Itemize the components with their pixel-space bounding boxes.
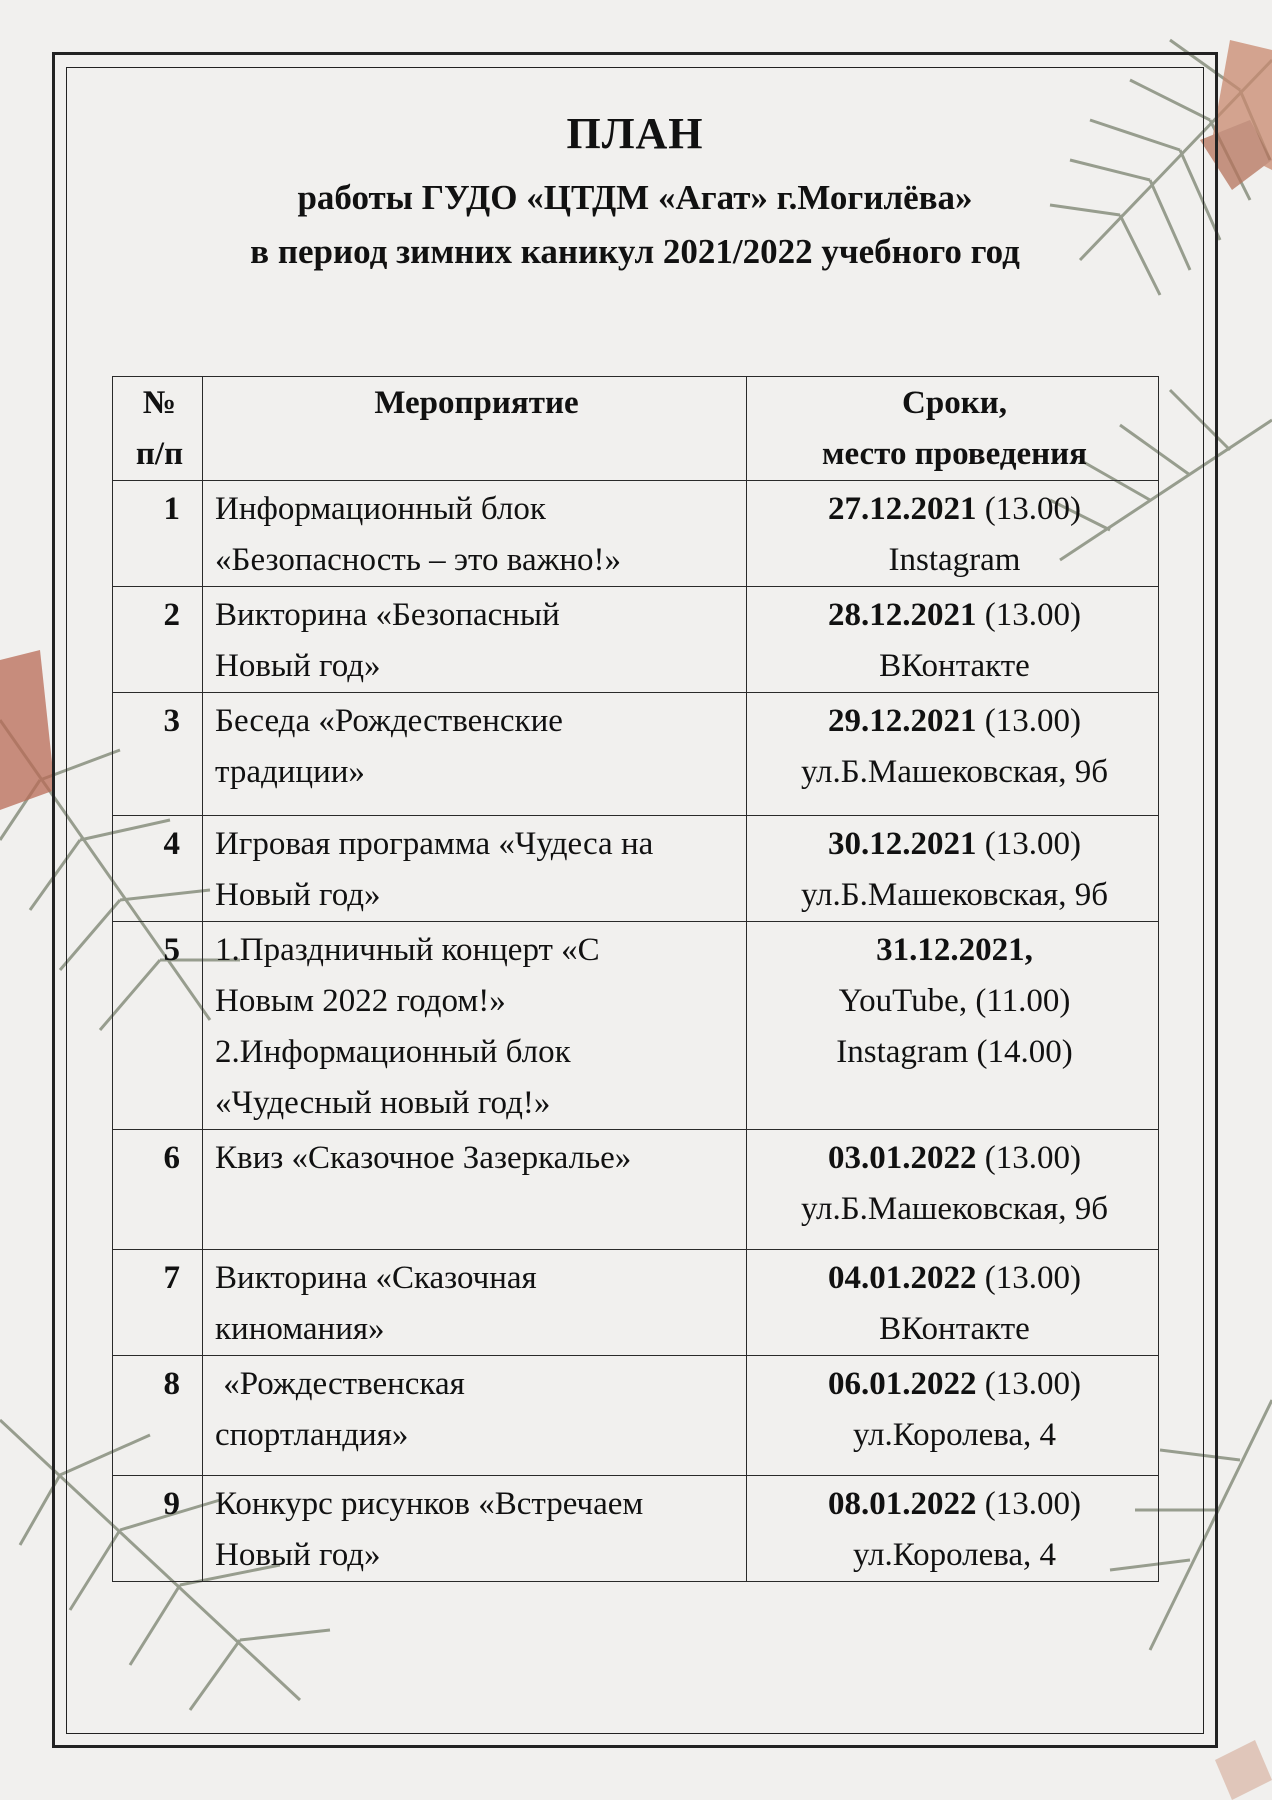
row-number: 4: [113, 816, 203, 922]
event-cell: [203, 816, 747, 922]
table-row: [113, 1476, 1159, 1582]
row-number: 2: [113, 587, 203, 693]
table-row: [113, 587, 1159, 693]
event-time: (13.00): [976, 597, 1081, 633]
event-cell: [203, 1130, 747, 1250]
column-header-number-line-1: №: [142, 385, 177, 421]
column-header-event: Мероприятие: [203, 377, 747, 481]
row-number: 8: [113, 1356, 203, 1476]
event-date: 08.01.2022: [828, 1486, 977, 1522]
event-text-line: 1.Праздничный концерт «С: [215, 932, 600, 968]
event-place: ул.Б.Машековская, 9б: [800, 1191, 1109, 1227]
event-text-line: Игровая программа «Чудеса на: [215, 826, 654, 862]
event-date: 27.12.2021: [828, 491, 977, 527]
page-subtitle-line-1: работы ГУДО «ЦТДМ «Агат» г.Могилёва»: [297, 178, 973, 217]
event-cell: [203, 1356, 747, 1476]
date-place-cell: [747, 693, 1159, 816]
event-text-line: Новый год»: [215, 877, 381, 913]
event-text-line: Квиз «Сказочное Зазеркалье»: [215, 1140, 632, 1176]
column-header-number: [113, 377, 203, 481]
date-place-cell: [747, 587, 1159, 693]
event-text-line: киномания»: [215, 1311, 385, 1347]
row-number: 7: [113, 1250, 203, 1356]
row-number: 1: [113, 481, 203, 587]
row-number: 6: [113, 1130, 203, 1250]
event-text-line: Новым 2022 годом!»: [215, 983, 506, 1019]
event-text-line: Информационный блок: [215, 491, 546, 527]
event-place: YouTube, (11.00): [838, 983, 1071, 1019]
event-date: 30.12.2021: [828, 826, 977, 862]
date-place-cell: [747, 481, 1159, 587]
table-row: [113, 816, 1159, 922]
event-time: (13.00): [976, 703, 1081, 739]
date-place-cell: [747, 816, 1159, 922]
event-place: ВКонтакте: [879, 1311, 1030, 1347]
event-text-line: Викторина «Безопасный: [215, 597, 560, 633]
row-number: 9: [113, 1476, 203, 1582]
row-number: 3: [113, 693, 203, 816]
event-time: (13.00): [976, 1486, 1081, 1522]
table-row: [113, 1250, 1159, 1356]
table-header-row: [113, 377, 1159, 481]
event-text-line: «Чудесный новый год!»: [215, 1085, 551, 1121]
event-text-line: традиции»: [215, 754, 365, 790]
column-header-when-line-1: Сроки,: [902, 385, 1007, 421]
date-place-cell: [747, 1476, 1159, 1582]
event-cell: [203, 922, 747, 1130]
events-table: [112, 376, 1159, 1582]
event-place: ВКонтакте: [879, 648, 1030, 684]
date-place-cell: [747, 1356, 1159, 1476]
event-place: ул.Б.Машековская, 9б: [800, 754, 1109, 790]
column-header-number-line-2: п/п: [135, 436, 184, 472]
date-place-cell: [747, 922, 1159, 1130]
event-place: Instagram: [888, 542, 1021, 578]
table-row: [113, 1356, 1159, 1476]
event-text-line: Конкурс рисунков «Встречаем: [215, 1486, 644, 1522]
event-text-line: Викторина «Сказочная: [215, 1260, 537, 1296]
date-place-cell: [747, 1130, 1159, 1250]
event-place: ул.Королева, 4: [852, 1537, 1057, 1573]
event-date: 03.01.2022: [828, 1140, 977, 1176]
column-header-when-line-2: место проведения: [822, 436, 1087, 472]
event-text-line: «Безопасность – это важно!»: [215, 542, 622, 578]
event-cell: [203, 587, 747, 693]
event-time: (13.00): [976, 1260, 1081, 1296]
table-row: [113, 922, 1159, 1130]
event-date: 04.01.2022: [828, 1260, 977, 1296]
column-header-when: [747, 377, 1159, 481]
event-cell: [203, 693, 747, 816]
event-text-line: спортландия»: [215, 1417, 409, 1453]
row-number: 5: [113, 922, 203, 1130]
event-text-line: «Рождественская: [215, 1366, 465, 1402]
event-date: 28.12.2021: [828, 597, 977, 633]
event-cell: [203, 1250, 747, 1356]
page-subtitle-line-2: в период зимних каникул 2021/2022 учебного год: [250, 232, 1020, 271]
event-time: (13.00): [976, 1366, 1081, 1402]
event-time: (13.00): [976, 826, 1081, 862]
event-text-line: Новый год»: [215, 648, 381, 684]
event-place: ул.Королева, 4: [852, 1417, 1057, 1453]
event-cell: [203, 1476, 747, 1582]
event-date: 31.12.2021,: [876, 932, 1033, 968]
page-title: ПЛАН: [566, 109, 704, 158]
table-row: [113, 481, 1159, 587]
date-place-cell: [747, 1250, 1159, 1356]
table-row: [113, 1130, 1159, 1250]
table-row: [113, 693, 1159, 816]
event-date: 06.01.2022: [828, 1366, 977, 1402]
event-cell: [203, 481, 747, 587]
event-time: (13.00): [976, 1140, 1081, 1176]
event-date: 29.12.2021: [828, 703, 977, 739]
event-time: (13.00): [976, 491, 1081, 527]
event-text-line: Беседа «Рождественские: [215, 703, 563, 739]
event-place: ул.Б.Машековская, 9б: [800, 877, 1109, 913]
event-text-line: 2.Информационный блок: [215, 1034, 571, 1070]
event-text-line: Новый год»: [215, 1537, 381, 1573]
event-place: Instagram (14.00): [836, 1034, 1073, 1070]
